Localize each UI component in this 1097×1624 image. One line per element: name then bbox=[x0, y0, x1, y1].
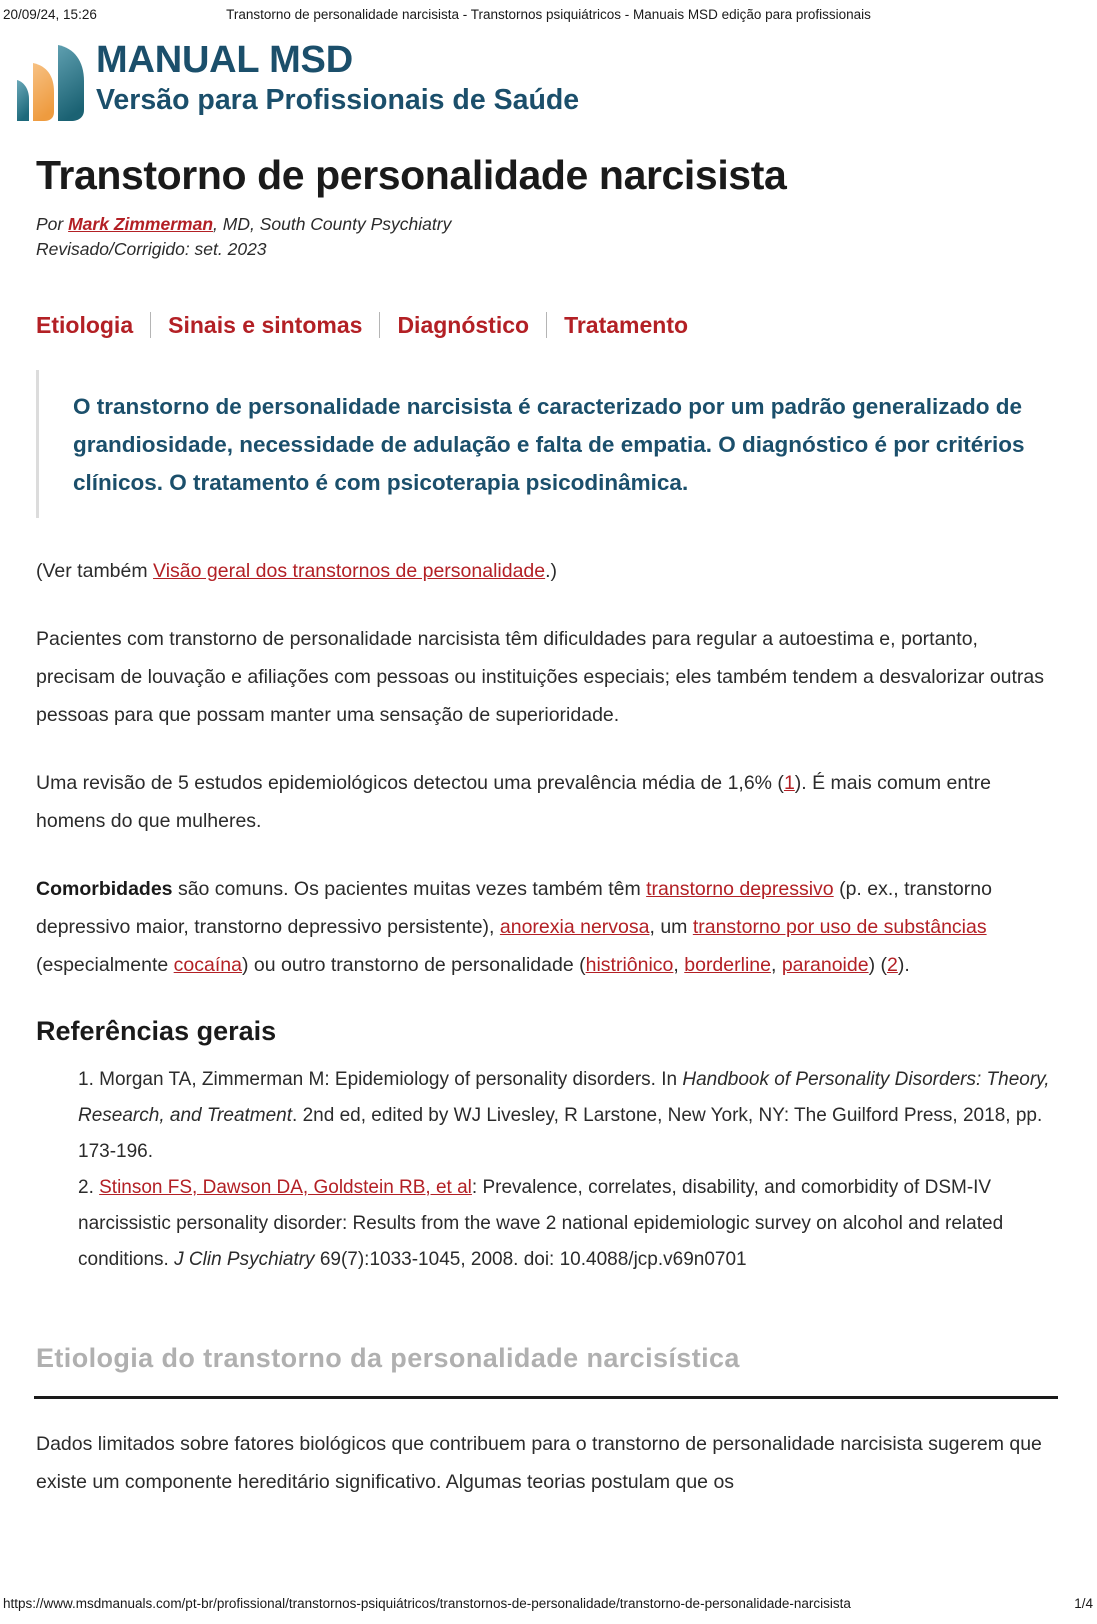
etiology-section-heading: Etiologia do transtorno da personalidade narcisística bbox=[36, 1343, 740, 1373]
reference-link-2[interactable]: 2 bbox=[886, 954, 898, 976]
link-transtorno-uso-substancias[interactable]: transtorno por uso de substâncias bbox=[692, 916, 987, 938]
paragraph-comorbidities bbox=[36, 870, 1056, 984]
nav-item-sinais-e-sintomas[interactable]: Sinais e sintomas bbox=[168, 311, 363, 338]
reference-item-2 bbox=[78, 1170, 1056, 1278]
prevalence-text-b: ). É mais comum entre homens do que mulheres. bbox=[36, 772, 991, 832]
paragraph-patients: Pacientes com transtorno de personalidade narcisista têm dificuldades para regular a autoestima e, portanto, precisam de louvação e afiliações com pessoas ou instituições especiais; eles também tendem a desvalorizar outras pessoas para que possam manter uma sensação de superioridade. bbox=[36, 628, 1045, 726]
link-histrionico[interactable]: histriônico bbox=[585, 954, 674, 976]
print-footer-url: https://www.msdmanuals.com/pt-br/profissional/transtornos-psiquiátricos/transtornos-de-personalidade/transtorno-de-personalidade-narcisista bbox=[3, 1596, 851, 1611]
print-footer-page-number: 1/4 bbox=[1074, 1596, 1093, 1611]
ref2-post: 69(7):1033-1045, 2008. doi: 10.4088/jcp.v69n0701 bbox=[314, 1249, 747, 1270]
comorbidities-lead: Comorbidades bbox=[36, 878, 173, 900]
nav-item-diagnostico[interactable]: Diagnóstico bbox=[397, 311, 530, 338]
print-footer bbox=[0, 1596, 1097, 1618]
reference-link-1[interactable]: 1 bbox=[783, 772, 795, 794]
ref1-italic: Handbook of Personality Disorders: Theory, Research, and Treatment bbox=[78, 1069, 1050, 1126]
link-anorexia-nervosa[interactable]: anorexia nervosa bbox=[499, 916, 650, 938]
ref2-italic: J Clin Psychiatry bbox=[174, 1249, 315, 1270]
etiology-body bbox=[36, 1425, 1056, 1501]
revised-date: Revisado/Corrigido: set. 2023 bbox=[36, 239, 267, 259]
summary-text: O transtorno de personalidade narcisista é caracterizado por um padrão generalizado de grandiosidade, necessidade de adulação e falta de empatia. O diagnóstico é por critérios clínicos. O tratamento é com psicoterapia psicodinâmica. bbox=[73, 394, 1025, 495]
comorbid-t5: ) ou outro transtorno de personalidade ( bbox=[241, 954, 586, 976]
nav-separator bbox=[379, 312, 380, 338]
summary-callout bbox=[36, 370, 1033, 518]
see-also-link[interactable]: Visão geral dos transtornos de personalidade bbox=[153, 560, 546, 582]
prevalence-text-a: Uma revisão de 5 estudos epidemiológicos detectou uma prevalência média de 1,6% ( bbox=[36, 772, 784, 794]
paragraph-prevalence bbox=[36, 764, 1056, 840]
nav-item-tratamento[interactable]: Tratamento bbox=[564, 311, 689, 338]
article-paragraphs bbox=[36, 552, 1056, 984]
comorbid-t4: (especialmente bbox=[36, 954, 174, 976]
link-borderline[interactable]: borderline bbox=[684, 954, 771, 976]
print-header-date: 20/09/24, 15:26 bbox=[3, 6, 97, 22]
print-header-title: Transtorno de personalidade narcisista - Transtornos psiquiátricos - Manuais MSD edição para profissionais bbox=[226, 6, 871, 22]
nav-separator bbox=[546, 312, 547, 338]
section-nav bbox=[36, 308, 1056, 342]
etiology-paragraph: Dados limitados sobre fatores biológicos que contribuem para o transtorno de personalidade narcisista sugerem que existe um componente hereditário significativo. Algumas teorias postulam que os bbox=[36, 1433, 1042, 1493]
logo-subtitle: Versão para Profissionais de Saúde bbox=[96, 84, 580, 116]
see-also-suffix: .) bbox=[545, 560, 558, 582]
print-header bbox=[0, 2, 1097, 26]
ref1-pre: Morgan TA, Zimmerman M: Epidemiology of personality disorders. In bbox=[99, 1069, 683, 1090]
nav-item-etiologia[interactable]: Etiologia bbox=[36, 311, 134, 338]
logo-wordmark bbox=[96, 38, 636, 118]
references-heading: Referências gerais bbox=[36, 1016, 277, 1046]
article-body bbox=[36, 150, 1056, 1501]
section-divider bbox=[34, 1396, 1058, 1399]
page-title: Transtorno de personalidade narcisista bbox=[36, 152, 787, 198]
author-link[interactable]: Mark Zimmerman bbox=[68, 214, 214, 234]
ref1-post: . 2nd ed, edited by WJ Livesley, R Larstone, New York, NY: The Guilford Press, 2018, pp. 173-196. bbox=[78, 1105, 1043, 1162]
ref2-authors-link[interactable]: Stinson FS, Dawson DA, Goldstein RB, et al bbox=[99, 1177, 472, 1198]
msd-logo-icon bbox=[14, 42, 88, 128]
link-transtorno-depressivo[interactable]: transtorno depressivo bbox=[646, 878, 834, 900]
link-paranoide[interactable]: paranoide bbox=[781, 954, 869, 976]
byline-suffix: , MD, South County Psychiatry bbox=[213, 214, 452, 234]
byline bbox=[36, 212, 1056, 237]
references-list bbox=[36, 1062, 1056, 1278]
ref2-number: 2. bbox=[78, 1177, 100, 1198]
logo-title: MANUAL MSD bbox=[96, 39, 353, 81]
comorbid-t2: (p. ex., transtorno depressivo maior, transtorno depressivo persistente), bbox=[36, 878, 992, 938]
see-also-prefix: (Ver também bbox=[36, 560, 154, 582]
link-cocaina[interactable]: cocaína bbox=[173, 954, 242, 976]
reference-item-1 bbox=[78, 1062, 1056, 1170]
comorbid-t8: ) ( bbox=[868, 954, 887, 976]
site-logo[interactable] bbox=[14, 38, 654, 134]
comorbid-t1: são comuns. Os pacientes muitas vezes também têm bbox=[172, 878, 647, 900]
ref2-pre: : Prevalence, correlates, disability, and comorbidity of DSM-IV narcissistic personality disorder: Results from the wave 2 national epidemiologic survey on alcohol and related conditions. bbox=[78, 1177, 1004, 1270]
comorbid-t7: , bbox=[770, 954, 782, 976]
comorbid-t6: , bbox=[673, 954, 685, 976]
byline-prefix: Por bbox=[36, 214, 69, 234]
comorbid-t9: ). bbox=[897, 954, 910, 976]
comorbid-t3: , um bbox=[649, 916, 693, 938]
see-also-paragraph bbox=[36, 552, 1056, 590]
nav-separator bbox=[150, 312, 151, 338]
ref1-number: 1. bbox=[78, 1069, 100, 1090]
